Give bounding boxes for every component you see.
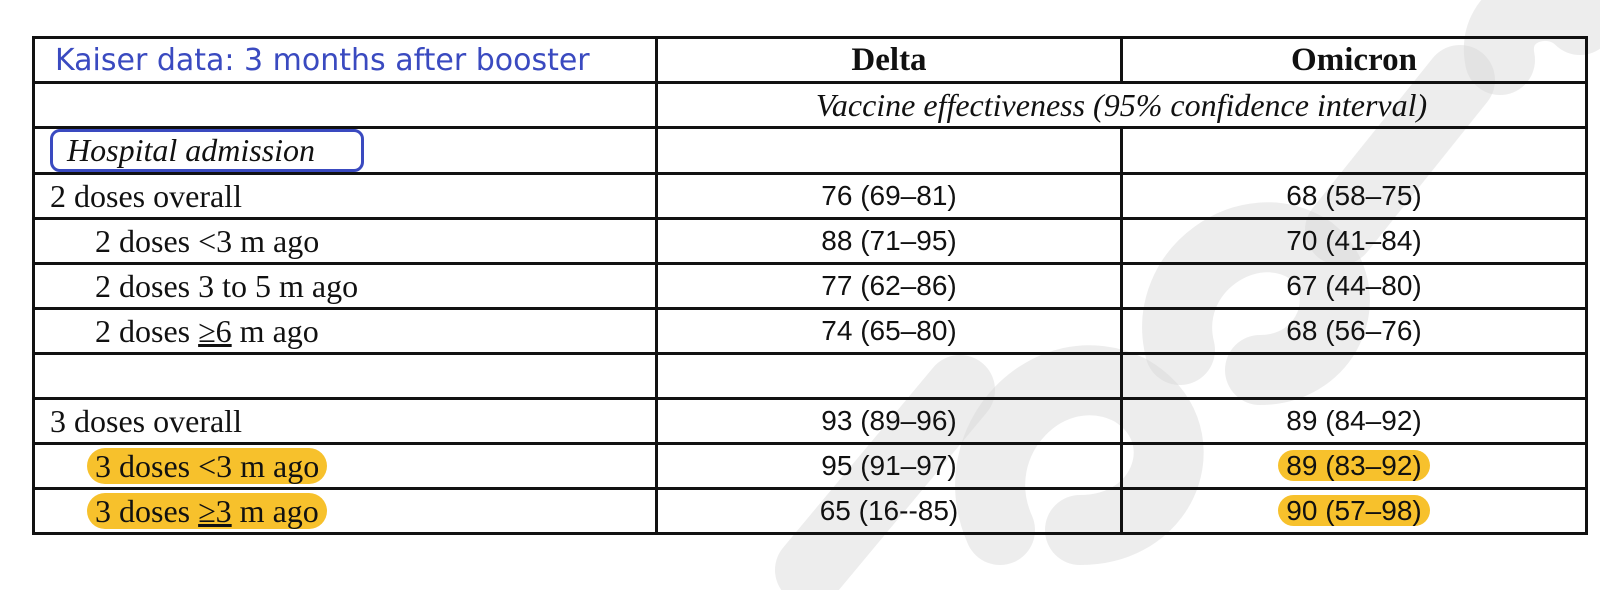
omicron-value: 70 (41‒84) — [1122, 219, 1587, 264]
effectiveness-table — [32, 36, 1588, 535]
row-label-prefix: 2 doses — [95, 312, 199, 349]
delta-value: 65 (16--85) — [657, 489, 1122, 534]
row-label: 2 doses <3 m ago — [34, 219, 657, 264]
empty-cell — [34, 83, 657, 128]
delta-value: 77 (62‒86) — [657, 264, 1122, 309]
table-row — [34, 399, 1587, 444]
empty-cell — [657, 128, 1122, 174]
effectiveness-table-wrapper — [32, 36, 1588, 535]
omicron-value: 68 (58‒75) — [1122, 174, 1587, 219]
delta-value: 93 (89‒96) — [657, 399, 1122, 444]
section-row — [34, 128, 1587, 174]
row-label-suffix: m ago — [231, 312, 319, 349]
section-cell — [34, 128, 657, 174]
row-label: 2 doses 3 to 5 m ago — [34, 264, 657, 309]
subheader-row — [34, 83, 1587, 128]
omicron-value-cell — [1122, 489, 1587, 534]
row-label-suffix: m ago — [231, 492, 319, 529]
table-row — [34, 309, 1587, 354]
table-row — [34, 489, 1587, 534]
table-row — [34, 219, 1587, 264]
spacer-row — [34, 354, 1587, 399]
highlighted-omicron-value: 89 (83‒92) — [1278, 450, 1429, 481]
omicron-value: 67 (44‒80) — [1122, 264, 1587, 309]
delta-value: 95 (91‒97) — [657, 444, 1122, 489]
omicron-value-cell — [1122, 444, 1587, 489]
column-header-delta: Delta — [657, 38, 1122, 83]
table-row — [34, 444, 1587, 489]
subheader: Vaccine effectiveness (95% confidence interval) — [657, 83, 1587, 128]
empty-cell — [1122, 354, 1587, 399]
table-row — [34, 174, 1587, 219]
highlighted-row-label — [87, 493, 327, 529]
section-label-hospital-admission: Hospital admission — [50, 129, 364, 172]
header-row — [34, 38, 1587, 83]
row-label — [34, 309, 657, 354]
table-title: Kaiser data: 3 months after booster — [34, 38, 657, 83]
row-label-symbol: ≥3 — [198, 492, 232, 529]
highlighted-row-label: 3 doses <3 m ago — [87, 448, 327, 484]
row-label: 2 doses overall — [34, 174, 657, 219]
delta-value: 74 (65‒80) — [657, 309, 1122, 354]
row-label-symbol: ≥6 — [198, 312, 232, 349]
empty-cell — [657, 354, 1122, 399]
row-label-cell — [34, 444, 657, 489]
table-row — [34, 264, 1587, 309]
omicron-value: 68 (56‒76) — [1122, 309, 1587, 354]
row-label-cell — [34, 489, 657, 534]
delta-value: 76 (69‒81) — [657, 174, 1122, 219]
empty-cell — [34, 354, 657, 399]
row-label-prefix: 3 doses — [95, 492, 199, 529]
omicron-value: 89 (84‒92) — [1122, 399, 1587, 444]
delta-value: 88 (71‒95) — [657, 219, 1122, 264]
empty-cell — [1122, 128, 1587, 174]
highlighted-omicron-value: 90 (57‒98) — [1278, 495, 1429, 526]
row-label: 3 doses overall — [34, 399, 657, 444]
column-header-omicron: Omicron — [1122, 38, 1587, 83]
